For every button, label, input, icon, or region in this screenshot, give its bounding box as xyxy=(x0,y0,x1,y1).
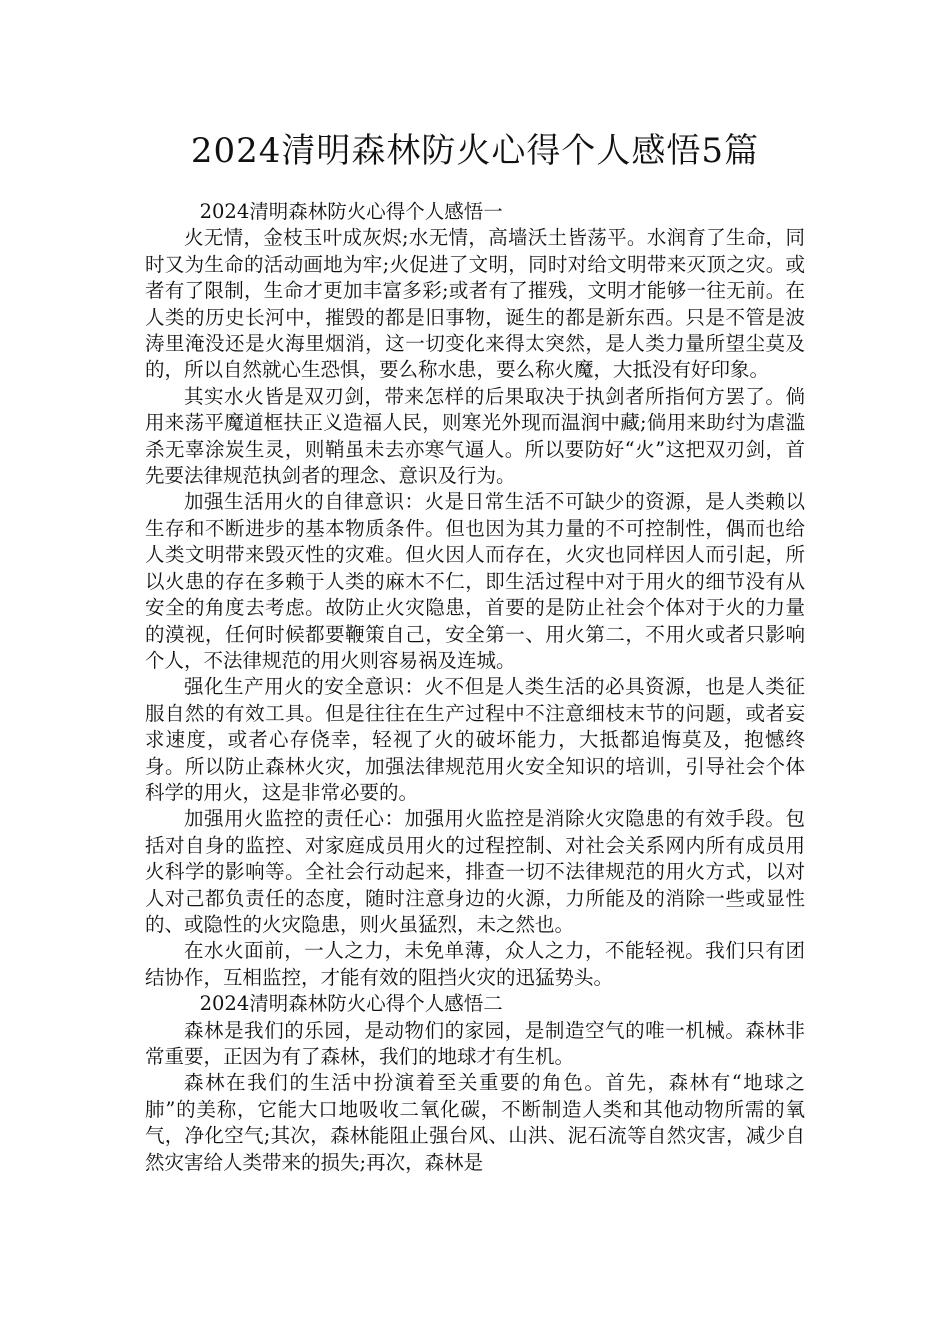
paragraph: 在水火面前，一人之力，未免单薄，众人之力，不能轻视。我们只有团结协作，互相监控，才能有效的阻挡火灾的迅猛势头。 xyxy=(145,939,805,989)
paragraph: 森林是我们的乐园，是动物们的家园，是制造空气的唯一机械。森林非常重要，正因为有了森林，我们的地球才有生机。 xyxy=(145,1018,805,1068)
paragraph: 加强用火监控的责任心：加强用火监控是消除火灾隐患的有效手段。包括对自身的监控、对家庭成员用火的过程控制、对社会关系网内所有成员用火科学的影响等。全社会行动起来，排查一切不法律规范的用火方式，以对人对己都负责任的态度，随时注意身边的火源，力所能及的消除一些或显性的、或隐性的火灾隐患，则火虽猛烈，未之然也。 xyxy=(145,807,805,936)
section-heading-2: 2024清明森林防火心得个人感悟二 xyxy=(199,992,503,1016)
document-body xyxy=(145,199,805,1176)
paragraph: 火无情，金枝玉叶成灰烬;水无情，高墙沃土皆荡平。水润育了生命，同时又为生命的活动画地为牢;火促进了文明，同时对给文明带来灭顶之灾。或者有了限制，生命才更加丰富多彩;或者有了摧残，文明才能够一往无前。在人类的历史长河中，摧毁的都是旧事物，诞生的都是新东西。只是不管是波涛里淹没还是火海里烟消，这一切变化来得太突然，是人类力量所望尘莫及的，所以自然就心生恐惧，要么称水患，要么称火魔，大抵没有好印象。 xyxy=(145,226,805,382)
paragraph: 其实水火皆是双刃剑，带来怎样的后果取决于执剑者所指何方罢了。倘用来荡平魔道框扶正义造福人民，则寒光外现而温润中藏;倘用来助纣为虐滥杀无辜涂炭生灵，则鞘虽未去亦寒气逼人。所以要防好“火”这把双刃剑，首先要法律规范执剑者的理念、意识及行为。 xyxy=(145,384,805,488)
paragraph: 强化生产用火的安全意识：火不但是人类生活的必具资源，也是人类征服自然的有效工具。但是往往在生产过程中不注意细枝末节的问题，或者妄求速度，或者心存侥幸，轻视了火的破坏能力，大抵都追悔莫及，抱憾终身。所以防止森林火灾，加强法律规范用火安全知识的培训，引导社会个体科学的用火，这是非常必要的。 xyxy=(145,675,805,804)
section-heading-1: 2024清明森林防火心得个人感悟一 xyxy=(199,200,503,223)
paragraph: 森林在我们的生活中扮演着至关重要的角色。首先，森林有“地球之肺”的美称，它能大口地吸收二氧化碳，不断制造人类和其他动物所需的氧气，净化空气;其次，森林能阻止强台风、山洪、泥石流等自然灾害，减少自然灾害给人类带来的损失;再次，森林是 xyxy=(145,1071,805,1174)
document-title: 2024清明森林防火心得个人感悟5篇 xyxy=(190,131,760,171)
paragraph: 加强生活用火的自律意识：火是日常生活不可缺少的资源，是人类赖以生存和不断进步的基本物质条件。但也因为其力量的不可控制性，偶而也给人类文明带来毁灭性的灾难。但火因人而存在，火灾也同样因人而引起，所以火患的存在多赖于人类的麻木不仁，即生活过程中对于用火的细节没有从安全的角度去考虑。故防止火灾隐患，首要的是防止社会个体对于火的力量的漠视，任何时候都要鞭策自己，安全第一、用火第二，不用火或者只影响个人，不法律规范的用火则容易祸及连城。 xyxy=(145,490,805,672)
